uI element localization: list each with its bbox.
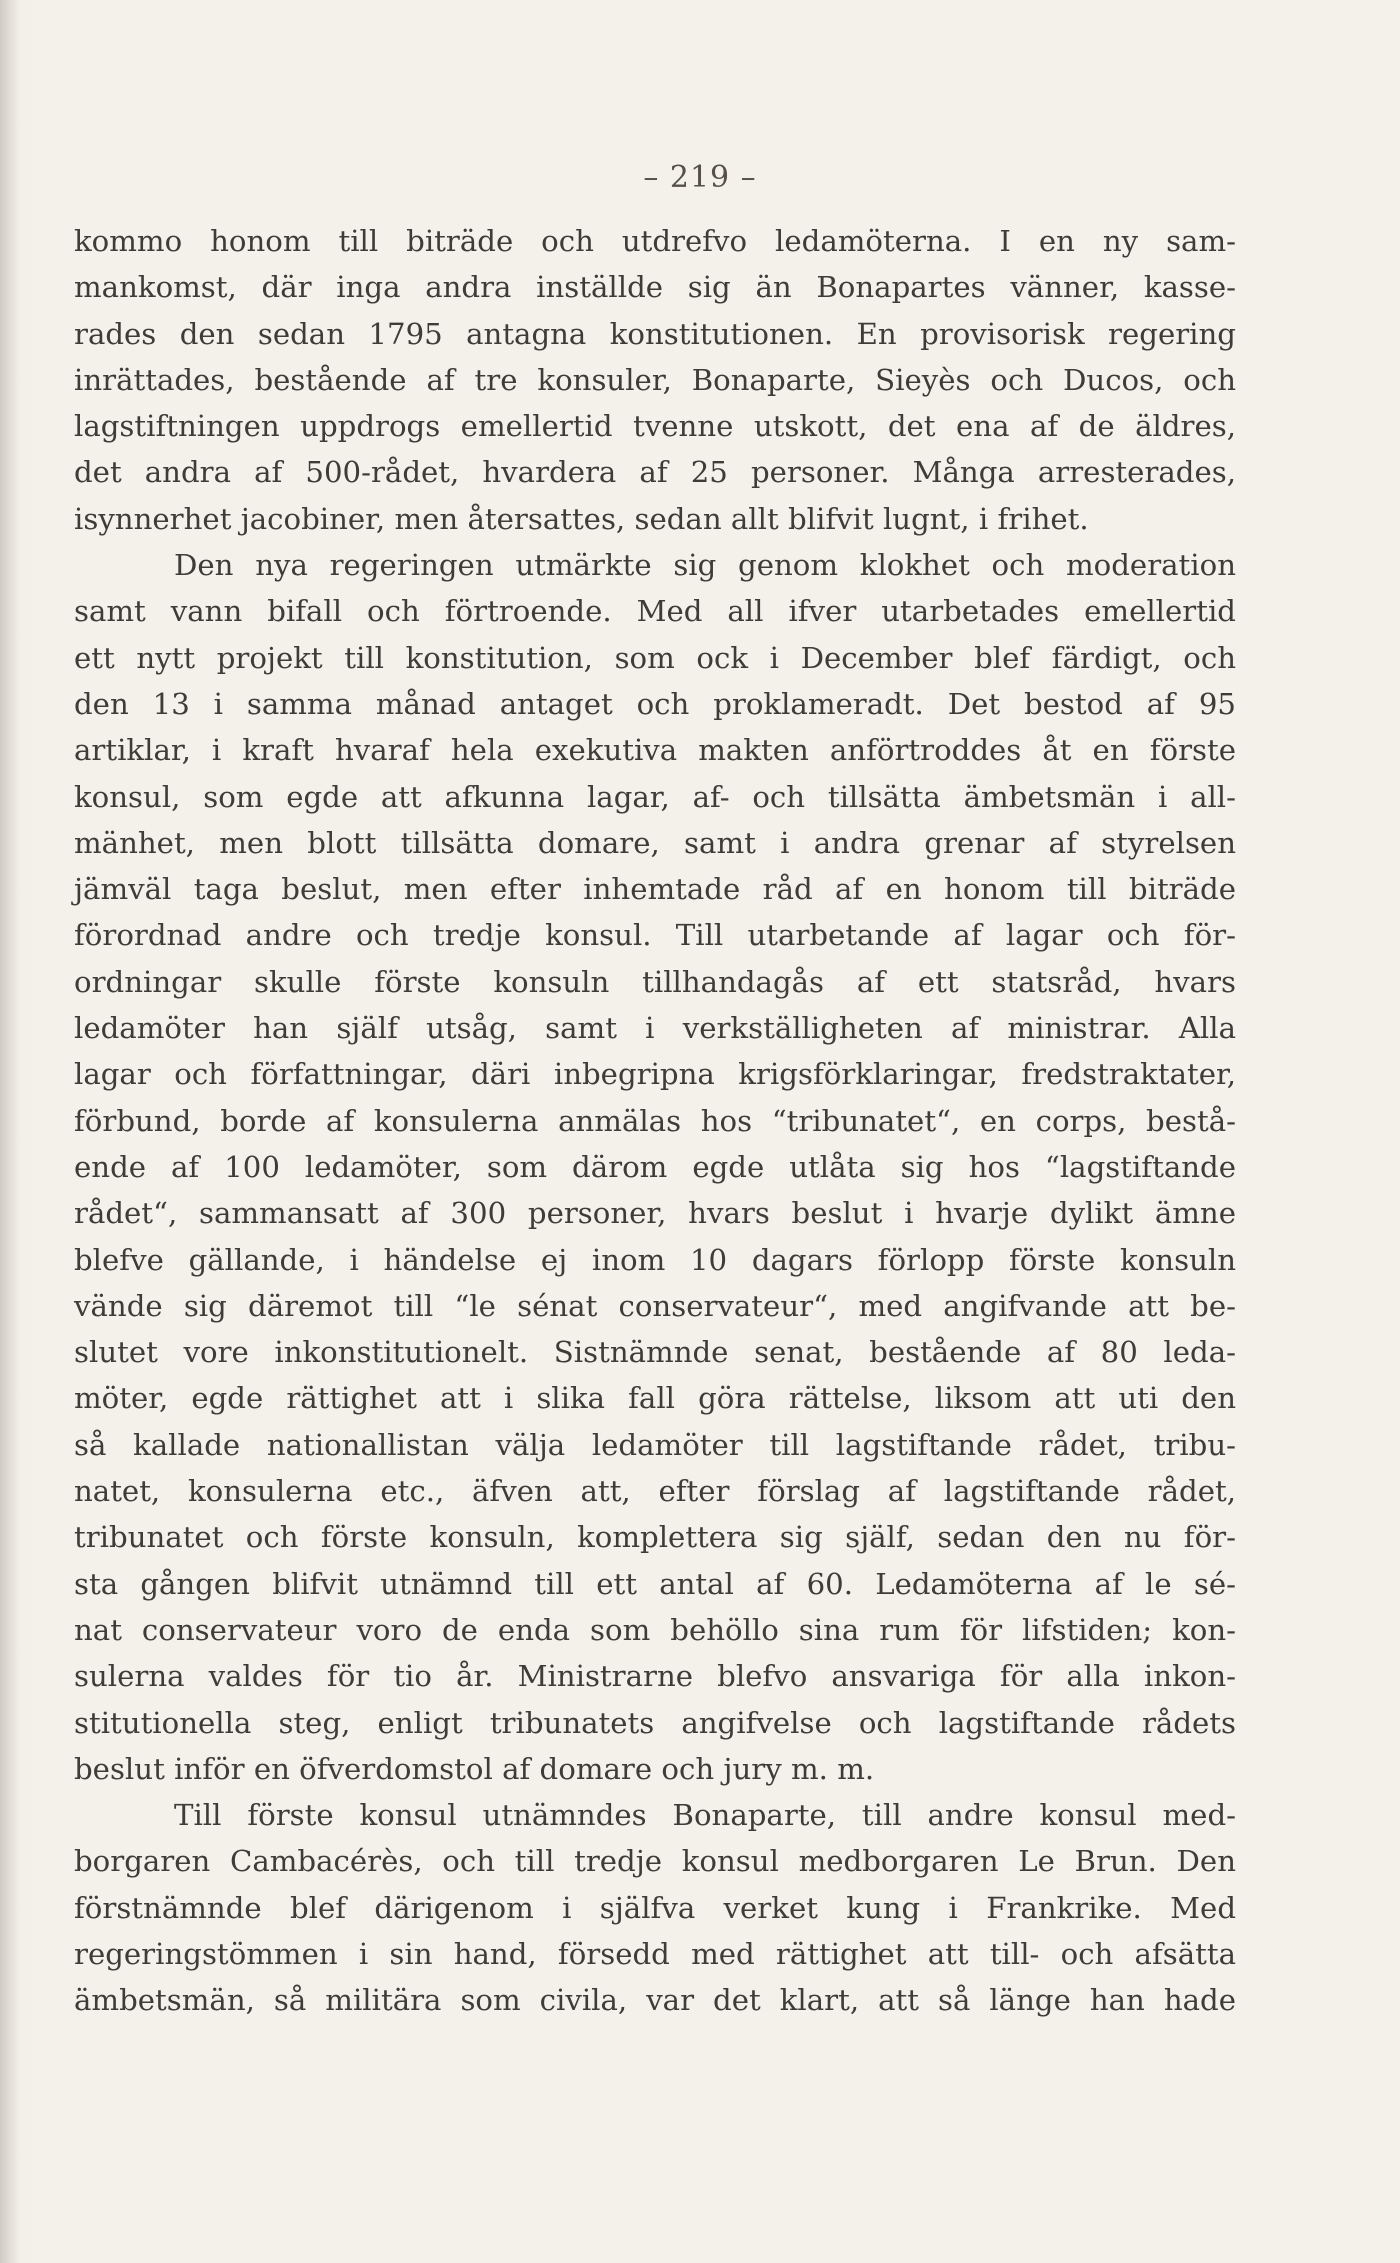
text-line: förstnämnde blef därigenom i själfva verket kung i Frankrike. Med — [74, 1890, 1236, 1925]
page-binding-edge — [0, 0, 18, 2263]
text-line: ende af 100 ledamöter, som därom egde utlåta sig hos “lagstiftande — [74, 1149, 1236, 1184]
text-line: regeringstömmen i sin hand, försedd med rättighet att till- och afsätta — [74, 1936, 1236, 1971]
text-line: inrättades, bestående af tre konsuler, Bonaparte, Sieyès och Ducos, och — [74, 362, 1236, 397]
text-line: möter, egde rättighet att i slika fall göra rättelse, liksom att uti den — [74, 1381, 1236, 1416]
paragraph-start-line: Den nya regeringen utmärkte sig genom klokhet och moderation — [174, 548, 1236, 583]
text-line: borgaren Cambacérès, och till tredje konsul medborgaren Le Brun. Den — [74, 1844, 1236, 1879]
body-text — [74, 218, 1236, 2024]
text-line: jämväl taga beslut, men efter inhemtade råd af en honom till biträde — [74, 872, 1236, 907]
text-line: så kallade nationallistan välja ledamöter till lagstiftande rådet, tribu- — [74, 1427, 1236, 1462]
page-number: – 219 – — [643, 160, 757, 195]
text-line: ledamöter han själf utsåg, samt i verkställigheten af ministrar. Alla — [74, 1011, 1236, 1046]
text-line: tribunatet och förste konsuln, komplettera sig själf, sedan den nu för- — [74, 1520, 1236, 1555]
text-line: lagstiftningen uppdrogs emellertid tvenne utskott, det ena af de äldres, — [74, 409, 1236, 444]
text-line: slutet vore inkonstitutionelt. Sistnämnde senat, bestående af 80 leda- — [74, 1335, 1236, 1370]
text-line: kommo honom till biträde och utdrefvo ledamöterna. I en ny sam- — [74, 224, 1236, 258]
text-line: nat conservateur voro de enda som behöllo sina rum för lifstiden; kon- — [74, 1612, 1236, 1647]
text-line: vände sig däremot till “le sénat conservateur“, med angifvande att be- — [74, 1288, 1236, 1323]
text-line: samt vann bifall och förtroende. Med all ifver utarbetades emellertid — [74, 594, 1236, 629]
text-line: ordningar skulle förste konsuln tillhandagås af ett statsråd, hvars — [74, 964, 1236, 999]
text-line: natet, konsulerna etc., äfven att, efter förslag af lagstiftande rådet, — [74, 1474, 1236, 1509]
text-line: ett nytt projekt till konstitution, som ock i December blef färdigt, och — [74, 640, 1236, 675]
text-line: stitutionella steg, enligt tribunatets angifvelse och lagstiftande rådets — [74, 1705, 1236, 1740]
paragraph-start-line: Till förste konsul utnämndes Bonaparte, till andre konsul med- — [174, 1798, 1236, 1833]
text-line: lagar och författningar, däri inbegripna krigsförklaringar, fredstraktater, — [74, 1057, 1236, 1092]
text-line: artiklar, i kraft hvaraf hela exekutiva makten anförtroddes åt en förste — [74, 733, 1236, 768]
text-line: sta gången blifvit utnämnd till ett antal af 60. Ledamöterna af le sé- — [74, 1566, 1236, 1601]
text-line: sulerna valdes för tio år. Ministrarne blefvo ansvariga för alla inkon- — [74, 1659, 1236, 1694]
text-line: blefve gällande, i händelse ej inom 10 dagars förlopp förste konsuln — [74, 1242, 1236, 1277]
text-line: det andra af 500-rådet, hvardera af 25 personer. Många arresterades, — [74, 455, 1236, 490]
text-line: konsul, som egde att afkunna lagar, af- och tillsätta ämbetsmän i all- — [74, 779, 1236, 814]
text-line: den 13 i samma månad antaget och proklameradt. Det bestod af 95 — [74, 686, 1236, 721]
text-line: rades den sedan 1795 antagna konstitutionen. En provisorisk regering — [74, 316, 1236, 351]
text-line: mänhet, men blott tillsätta domare, samt i andra grenar af styrelsen — [74, 825, 1236, 860]
text-line: rådet“, sammansatt af 300 personer, hvars beslut i hvarje dylikt ämne — [74, 1196, 1236, 1231]
text-line: beslut inför en öfverdomstol af domare och jury m. m. — [74, 1751, 875, 1786]
text-line: mankomst, där inga andra inställde sig än Bonapartes vänner, kasse- — [74, 270, 1236, 305]
text-line: isynnerhet jacobiner, men återsattes, sedan allt blifvit lugnt, i frihet. — [74, 501, 1089, 536]
text-line: förordnad andre och tredje konsul. Till utarbetande af lagar och för- — [74, 918, 1236, 953]
text-line: förbund, borde af konsulerna anmälas hos “tribunatet“, en corps, bestå- — [74, 1103, 1236, 1138]
text-line: ämbetsmän, så militära som civila, var det klart, att så länge han hade — [74, 1983, 1236, 2018]
